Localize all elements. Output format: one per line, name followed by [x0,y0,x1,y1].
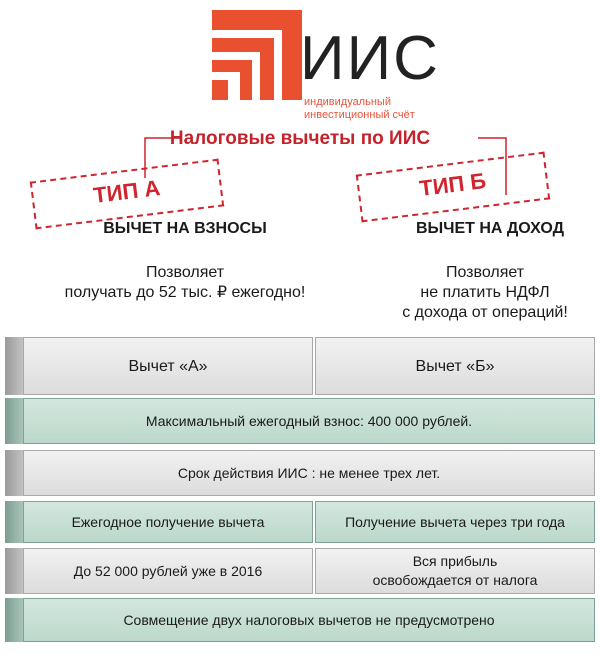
table-row-combination [5,598,595,642]
description-type-b [370,263,600,323]
logo-text: ИИС [300,24,440,93]
table-row-headers [5,337,595,395]
table-row-deduction-timing [5,501,595,543]
table-row-amount [5,548,595,594]
heading-type-b: ВЫЧЕТ НА ДОХОД [415,220,565,237]
cell-combination: Совмещение двух налоговых вычетов не предусмотрено [23,598,595,642]
cell-timing-b: Получение вычета через три года [315,501,595,543]
cell-amount-a: До 52 000 рублей уже в 2016 [23,548,313,594]
stamp-type-b: ТИП Б [356,152,550,223]
desc-b-line2: не платить НДФЛ [420,284,550,301]
page-title: Налоговые вычеты по ИИС [169,128,431,149]
desc-a-line1: Позволяет [145,264,225,281]
logo-subtitle-line2: инвестиционный счёт [304,109,415,121]
table-row-term [5,450,595,496]
cell-max-contribution: Максимальный ежегодный взнос: 400 000 рублей. [23,398,595,444]
logo-subtitle-line1: индивидуальный [304,96,391,108]
heading-type-a: ВЫЧЕТ НА ВЗНОСЫ [103,220,267,237]
desc-b-line3: с дохода от операций! [402,304,568,321]
desc-a-line2: получать до 52 тыс. ₽ ежегодно! [64,284,306,301]
cell-amount-b-line2: освобождается от налога [372,572,538,588]
description-type-a [20,263,350,303]
cell-amount-b [315,548,595,594]
stamp-type-a: ТИП А [30,159,224,230]
cell-amount-b-line1: Вся прибыль [412,553,498,569]
cell-timing-a: Ежегодное получение вычета [23,501,313,543]
header-cell-a: Вычет «А» [23,337,313,395]
header-cell-b: Вычет «Б» [315,337,595,395]
desc-b-line1: Позволяет [445,264,525,281]
table-row-max-contribution [5,398,595,444]
cell-term: Срок действия ИИС : не менее трех лет. [23,450,595,496]
